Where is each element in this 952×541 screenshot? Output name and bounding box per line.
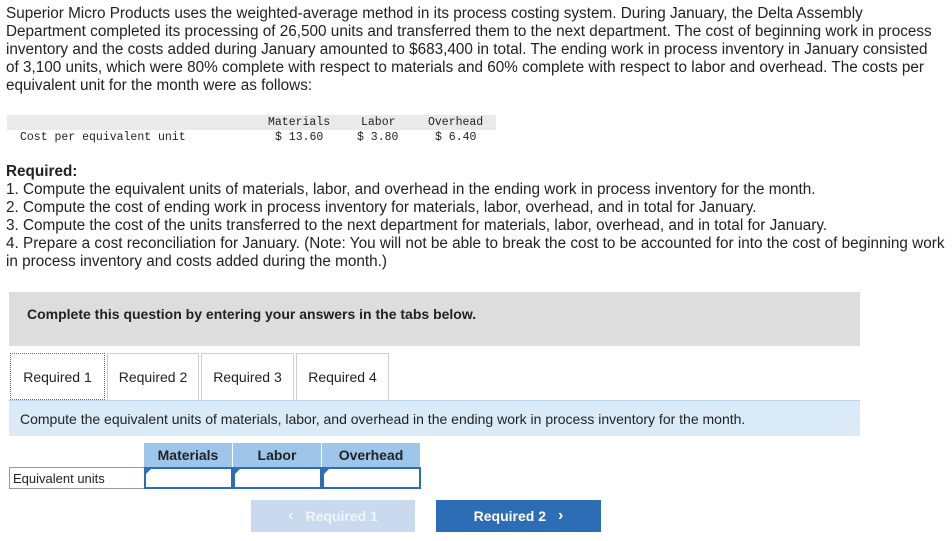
cost-value-labor: $ 3.80 xyxy=(357,131,399,144)
labor-input-marker-icon xyxy=(235,469,240,474)
required-title: Required: xyxy=(6,163,78,180)
answer-header-labor: Labor xyxy=(233,443,322,467)
materials-equivalent-units-input[interactable] xyxy=(144,467,233,489)
cost-header-labor: Labor xyxy=(361,116,396,129)
cost-row xyxy=(7,130,496,144)
tab-required-3[interactable]: Required 3 xyxy=(201,353,294,400)
cost-row-label: Cost per equivalent unit xyxy=(20,131,186,144)
cost-header-overhead: Overhead xyxy=(428,116,484,129)
required-item-1: 1. Compute the equivalent units of materials, labor, and overhead in the ending work in process inventory for the month. xyxy=(6,181,816,198)
tab-required-2[interactable]: Required 2 xyxy=(107,353,199,400)
next-required-button[interactable] xyxy=(436,500,601,532)
materials-input-marker-icon xyxy=(146,469,151,474)
answer-header-overhead: Overhead xyxy=(322,443,421,467)
tab-required-4[interactable]: Required 4 xyxy=(296,353,389,400)
instructions-panel xyxy=(9,292,860,346)
next-button-label: Required 2 xyxy=(473,508,547,524)
prev-required-button[interactable] xyxy=(251,500,415,532)
required-item-4: 4. Prepare a cost reconciliation for January. (Note: You will not be able to break the cost to be accounted for into the cost of beginning work in process inventory and costs added during the month.) xyxy=(6,235,945,270)
tab-required-1[interactable]: Required 1 xyxy=(10,353,105,400)
answer-row-label: Equivalent units xyxy=(9,467,145,489)
cost-table-header-band xyxy=(7,115,496,130)
chevron-left-icon: ‹ xyxy=(288,507,294,524)
required-item-3: 3. Compute the cost of the units transferred to the next department for materials, labor, overhead, and in total for January. xyxy=(6,217,828,234)
prev-button-label: Required 1 xyxy=(305,508,378,524)
cost-value-materials: $ 13.60 xyxy=(275,131,324,144)
problem-intro: Superior Micro Products uses the weighted-average method in its process costing system. During January, the Delta Assembly Department completed its processing of 26,500 units and transferred them to the next department. The cost of beginning work in process inventory and the costs added during January amounted to $683,400 in total. The ending work in process inventory in January consisted of 3,100 units, which were 80% complete with respect to materials and 60% complete with respect to labor and overhead. The costs per equivalent unit for the month were as follows: xyxy=(6,5,932,94)
answer-header-materials: Materials xyxy=(144,443,233,467)
required-section xyxy=(6,163,946,271)
cost-value-overhead: $ 6.40 xyxy=(435,131,477,144)
tab-instruction: Compute the equivalent units of materials, labor, and overhead in the ending work in process inventory for the month. xyxy=(9,400,860,436)
panel-instruction-text: Complete this question by entering your answers in the tabs below. xyxy=(27,306,477,322)
cost-header-materials: Materials xyxy=(268,116,331,129)
labor-equivalent-units-input[interactable] xyxy=(233,467,322,489)
overhead-input-marker-icon xyxy=(324,469,329,474)
required-item-2: 2. Compute the cost of ending work in process inventory for materials, labor, overhead, and in total for January. xyxy=(6,199,757,216)
overhead-equivalent-units-input[interactable] xyxy=(322,467,421,489)
chevron-right-icon: › xyxy=(558,507,564,524)
